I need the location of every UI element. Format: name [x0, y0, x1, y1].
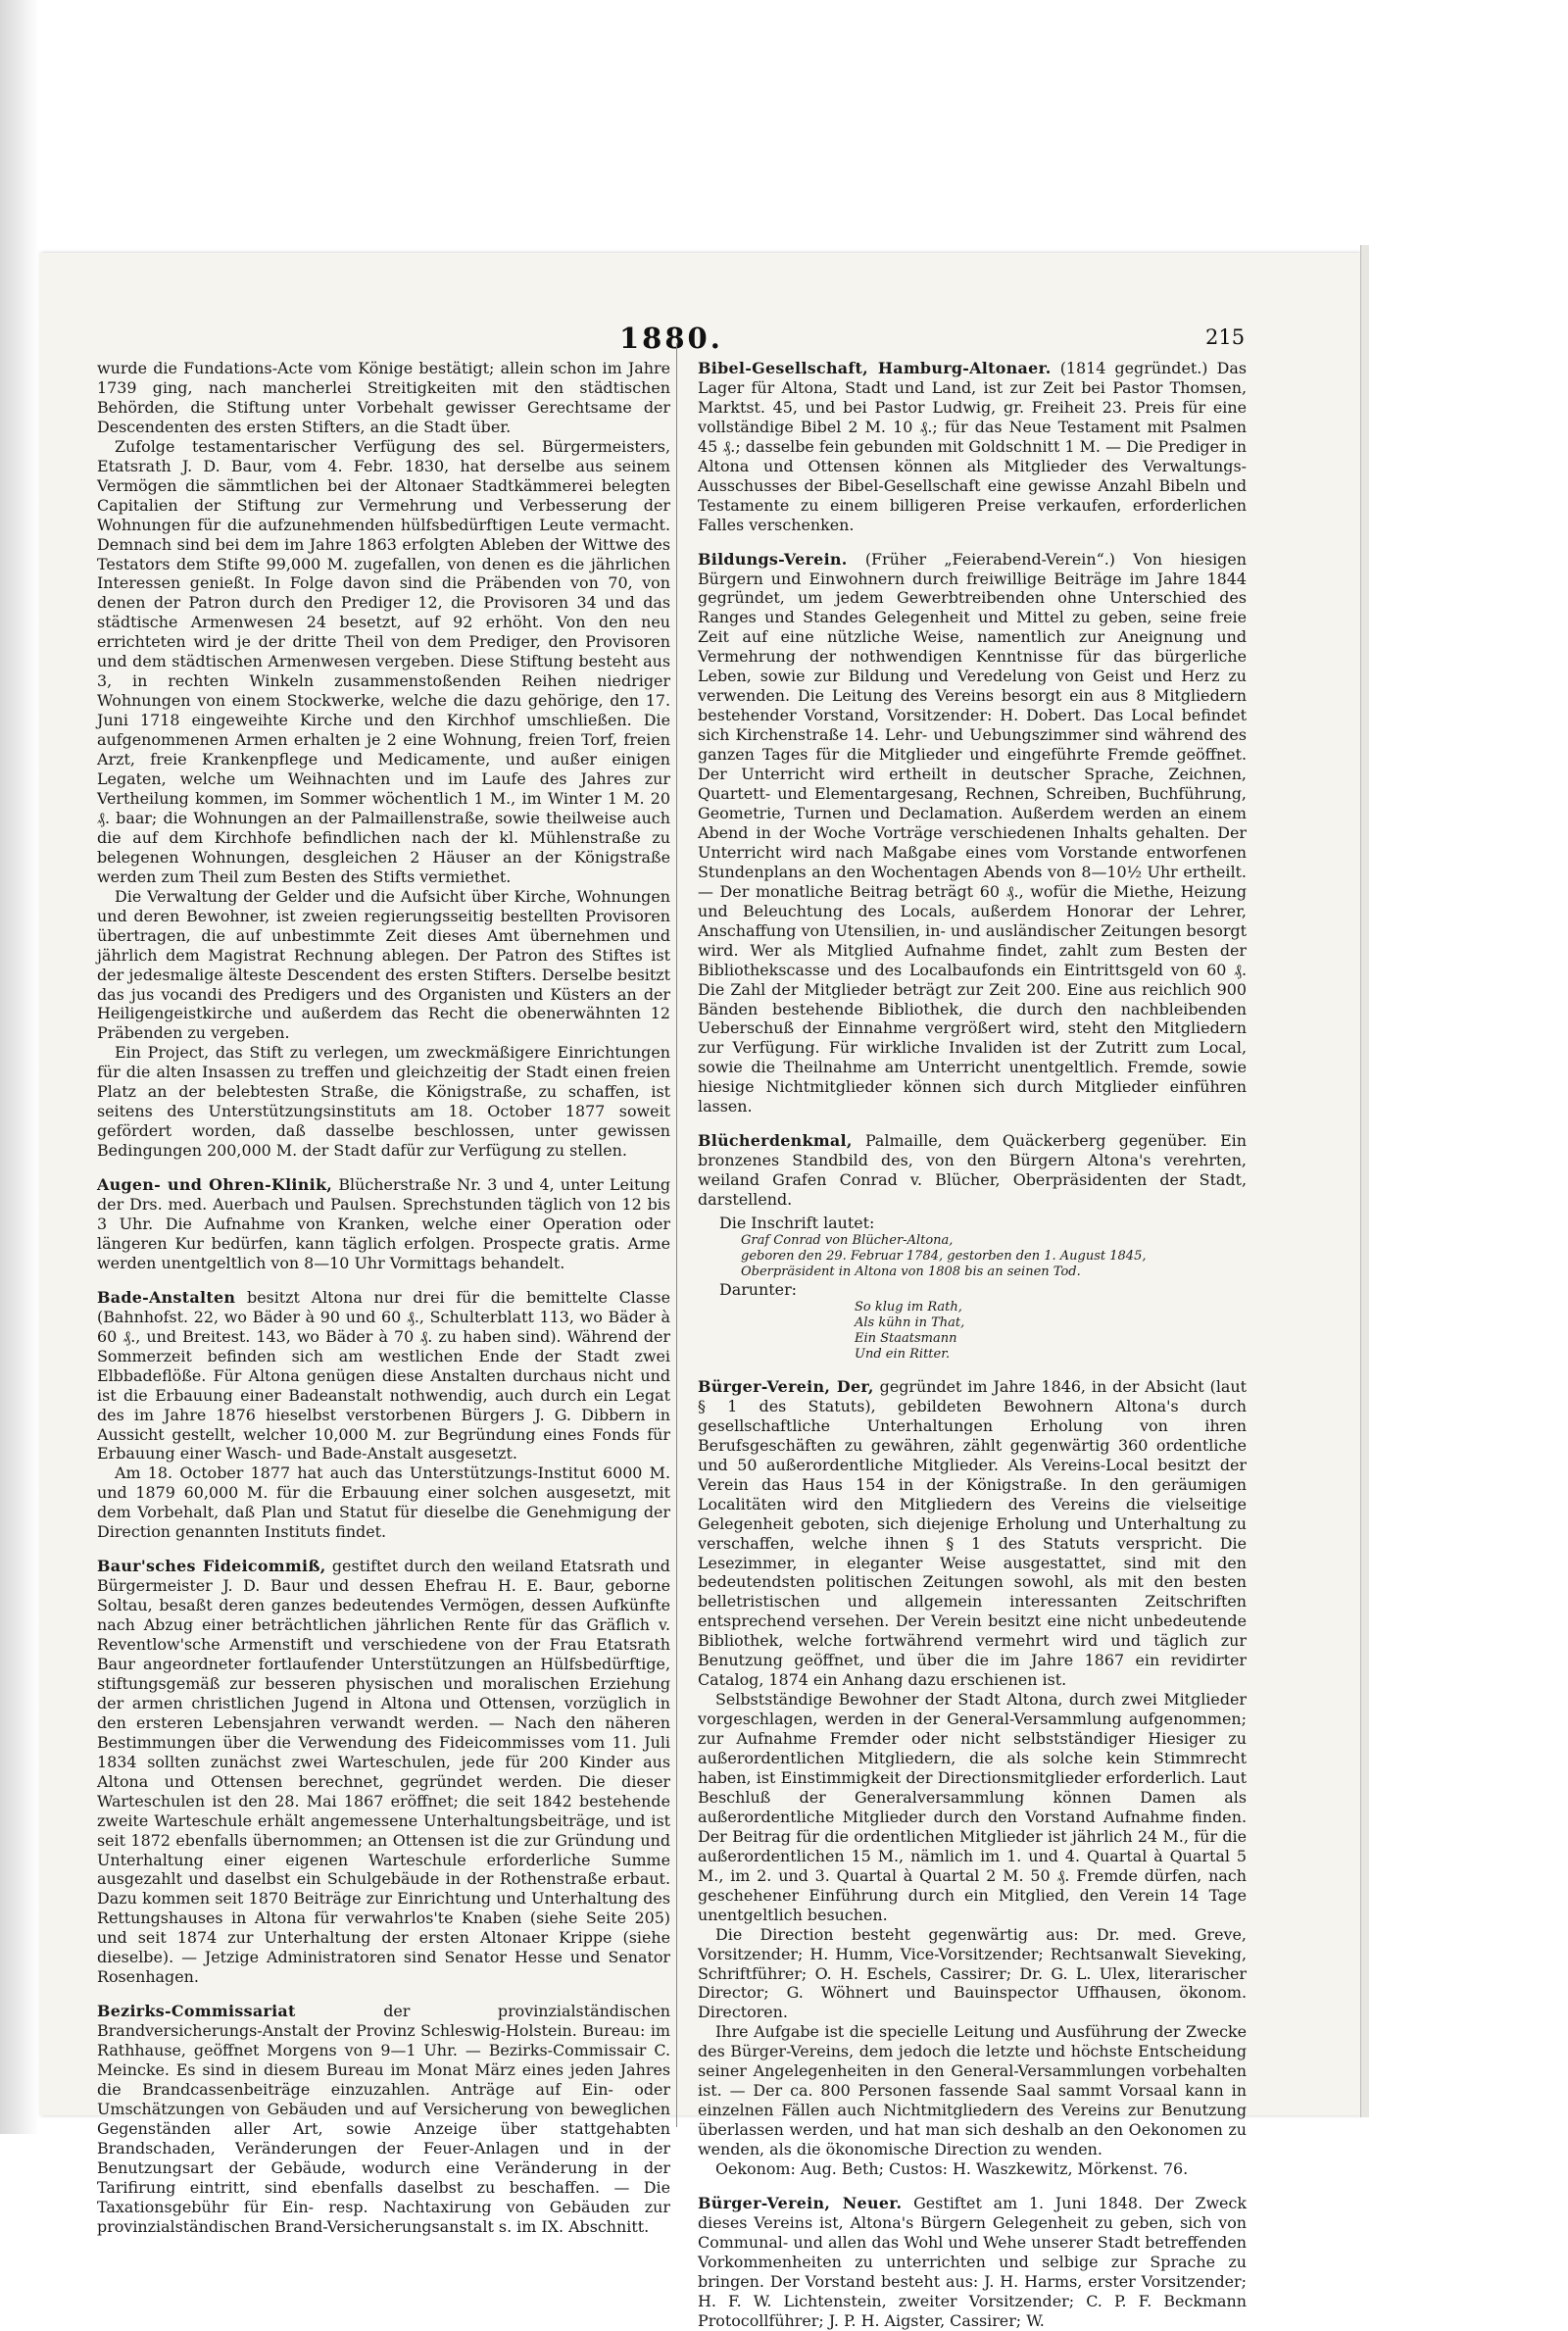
entry-heading: Bezirks-Commissariat [97, 2002, 296, 2021]
inscription-text: Graf Conrad von Blücher-Altona, geboren den 29. Februar 1784, gestorben den 1. August 1845, Oberpräsident in Altona von 1808 bis an seinen Tod. [741, 1232, 1147, 1279]
right-column [698, 359, 1247, 2331]
entry-bezirks-commissariat: Bezirks-Commissariat der provinzialständischen Brandversicherungs-Anstalt der Provinz Schleswig-Holstein. Bureau: im Rathhause, geöffnet Morgens von 9—1 Uhr. — Bezirks-Commissair C. Meincke. Es sind in diesem Bureau im Monat März eines jeden Jahres die Brandcassenbeiträge einzuzahlen. Anträge auf Ein- oder Umschätzungen von Gebäuden und auf Versicherung von beweglichen Gegenständen aller Art, sowie Anzeige über stattgehabten Brandschaden, Veränderungen der Feuer-Anlagen und in der Benutzungsart der Gebäude, wodurch eine Veränderung in der Tarifirung eintritt, sind ebenfalls daselbst zu beschaffen. — Die Taxationsgebühr für Ein- resp. Nachtaxirung von Gebäuden zur provinzialständischen Brand-Versicherungsanstalt s. im IX. Abschnitt. [97, 2002, 670, 2236]
paragraph: wurde die Fundations-Acte vom Könige bestätigt; allein schon im Jahre 1739 ging, nach mancherlei Streitigkeiten mit den städtischen Behörden, die Stiftung unter Vorbehalt gewisser Gerechtsame der Descendenten des ersten Stifters, an die Stadt über. [97, 359, 670, 436]
entry-heading: Bildungs-Verein. [698, 549, 848, 569]
entry-heading: Baur'sches Fideicommiß, [97, 1557, 326, 1576]
paragraph: Die Direction besteht gegenwärtig aus: Dr. med. Greve, Vorsitzender; H. Humm, Vice-Vorsitzender; Rechtsanwalt Sieveking, Schriftführer; O. H. Eschels, Cassirer; Dr. G. L. Ulex, literarischer Director; G. Wöhnert und Bauinspector Uffhausen, ökonom. Directoren. [698, 1924, 1247, 2022]
entry-heading: Bibel-Gesellschaft, Hamburg-Altonaer. [698, 359, 1052, 377]
column-rule [676, 343, 677, 2127]
scan-margin [0, 0, 39, 2134]
entry-heading: Blücherdenkmal, [698, 1131, 853, 1151]
paragraph: Ein Project, das Stift zu verlegen, um zweckmäßigere Einrichtungen für die alten Insassen zu treffen und gleichzeitig der Stadt einen freien Platz an der belebtesten Straße, die Königstraße, zu schaffen, ist seitens des Unterstützungsinstituts am 18. October 1877 soweit gefördert worden, daß dasselbe beschlossen, unter gewissen Bedingungen 200,000 M. der Stadt dafür zur Verfügung zu stellen. [97, 1043, 670, 1161]
entry-heading: Bade-Anstalten [97, 1287, 236, 1307]
inscription-below-label: Darunter: [719, 1279, 798, 1299]
paragraph: Zufolge testamentarischer Verfügung des sel. Bürgermeisters, Etatsrath J. D. Baur, vom 4. Febr. 1830, hat derselbe aus seinem Vermögen die sämmtlichen bei der Altonaer Stadtkämmerei belegten Capitalien der Stiftung zur Vermehrung und Verbesserung der Wohnungen für die aufzunehmenden hülfsbedürftigen Leute vermacht. Demnach sind bei dem im Jahre 1863 erfolgten Ableben der Wittwe des Testators dem Stifte 99,000 M. zugefallen, von denen es die jährlichen Interessen genießt. In Folge davon sind die Präbenden von 70, von denen der Patron durch den Prediger 12, die Provisoren 34 und das städtische Armenwesen 24 besetzt, auf 92 erhöht. Von den neu errichteten wird je der dritte Theil von dem Prediger, den Provisoren und dem städtischen Armenwesen vergeben. Diese Stiftung besteht aus 3, in rechten Winkeln zusammenstoßenden Reihen niedriger Wohnungen von einem Stockwerke, welche die dazu gehörige, den 17. Juni 1718 eingeweihte Kirche und den Kirchhof umschließen. Die aufgenommenen Armen erhalten je 2 eine Wohnung, freien Torf, freien Arzt, freie Krankenpflege und Medicamente, und außer einigen Legaten, welche um Weihnachten und im Laufe des Jahres zur Vertheilung kommen, im Sommer wöchentlich 1 M., im Winter 1 M. 20 ₰. baar; die Wohnungen an der Palmaillenstraße, sowie theilweise auch die auf dem Kirchhofe befindlichen nach der kl. Mühlenstraße zu belegenen Wohnungen, desgleichen 2 Häuser an der Königstraße werden zum Theil zum Besten des Stifts vermiethet. [97, 436, 670, 886]
entry-baur-fideicommiss: Baur'sches Fideicommiß, gestiftet durch den weiland Etatsrath und Bürgermeister J. D. Baur und dessen Ehefrau H. E. Baur, geborne Soltau, besaßt deren ganzes bedeutendes Vermögen, dessen Aufkünfte nach Abzug einer beträchtlichen jährlichen Rente für das Gräflich v. Reventlow'sche Armenstift und verschiedene von der Frau Etatsrath Baur angeordneter fortlaufender Unterstützungen an Hülfsbedürftige, stiftungsgemäß zur besseren physischen und moralischen Erziehung der armen christlichen Jugend in Altona und Ottensen, vorzüglich in den ersteren Lebensjahren verwandt werden. — Nach den näheren Bestimmungen über die Verwendung des Fideicommisses vom 11. Juli 1834 sollten zunächst zwei Warteschulen, jede für 200 Kinder aus Altona und Ottensen berechnet, gegründet werden. Die dieser Warteschulen ist den 28. Mai 1867 eröffnet; die seit 1842 bestehende zweite Warteschule erhält angemessene Unterhaltungsbeiträge, und ist seit 1872 ebenfalls übernommen; an Ottensen ist die zur Gründung und Unterhaltung einer eigenen Warteschule erforderliche Summe ausgezahlt und daselbst ein Schulgebäude in der Rothenstraße erbaut. Dazu kommen seit 1870 Beiträge zur Einrichtung und Unterhaltung des Rettungshauses in Altona für verwahrlos'te Knaben (siehe Seite 205) und seit 1874 zur Unterhaltung der ersten Altonaer Krippe (siehe dieselbe). — Jetzige Administratoren sind Senator Hesse und Senator Rosenhagen. [97, 1557, 670, 1987]
entry-augen-klinik: Augen- und Ohren-Klinik, Blücherstraße Nr. 3 und 4, unter Leitung der Drs. med. Auerbach und Paulsen. Sprechstunden täglich von 12 bis 3 Uhr. Die Aufnahme von Kranken, welche einer Operation oder längeren Kur bedürfen, kann täglich erfolgen. Prospecte gratis. Arme werden unentgeltlich von 8—10 Uhr Vormittags behandelt. [97, 1175, 670, 1272]
running-head-year: 1880. [619, 322, 723, 355]
inscription-label: Die Inschrift lautet: [719, 1214, 875, 1233]
left-column [97, 359, 670, 2237]
paragraph: Die Verwaltung der Gelder und die Aufsicht über Kirche, Wohnungen und deren Bewohner, ist zweien regierungsseitig bestellten Provisoren übertragen, die auf unbestimmte Zeit dieses Amt übernehmen und jährlich dem Magistrat Rechnung ablegen. Der Patron des Stiftes ist der jedesmalige älteste Descendent des ersten Stifters. Derselbe besitzt das jus vocandi des Predigers und des Organisten und Küsters an der Heiligengeistkirche und außerdem das Recht die obenerwähnten 12 Präbenden zu vergeben. [97, 886, 670, 1043]
paragraph: Oekonom: Aug. Beth; Custos: H. Waszkewitz, Mörkenst. 76. [715, 2159, 1189, 2179]
entry-heading: Bürger-Verein, Neuer. [698, 2194, 903, 2213]
entry-bade-anstalten: Bade-Anstalten besitzt Altona nur drei für die bemittelte Classe (Bahnhofst. 22, wo Bäder à 90 und 60 ₰., Schulterblatt 113, wo Bäder à 60 ₰., und Breitest. 143, wo Bäder à 70 ₰. zu haben sind). Während der Sommerzeit befinden sich am westlichen Ende der Stadt zwei Elbbadeflöße. Für Altona genügen diese Anstalten durchaus nicht und ist die Erbauung einer Badeanstalt nothwendig, auch durch ein Legat des im Jahre 1876 hieselbst verstorbenen Bürgers J. G. Dibbern in Aussicht gestellt, welcher 10,000 M. zur Begründung eines Fonds für Erbauung einer Wasch- und Bade-Anstalt ausgesetzt. [97, 1287, 670, 1463]
page-edge [1360, 245, 1369, 2117]
entry-neuer-buerger-verein: Bürger-Verein, Neuer. Gestiftet am 1. Juni 1848. Der Zweck dieses Vereins ist, Altona's Bürgern Gelegenheit zu geben, sich von Communal- und allen das Wohl und Wehe unserer Stadt betreffenden Vorkommenheiten zu unterrichten und selbige zur Sprache zu bringen. Der Vorstand besteht aus: J. H. Harms, erster Vorsitzender; H. F. W. Lichtenstein, zweiter Vorsitzender; C. P. F. Beckmann Protocollführer; J. P. H. Aigster, Cassirer; W. [698, 2194, 1247, 2330]
paragraph: Ihre Aufgabe ist die specielle Leitung und Ausführung der Zwecke des Bürger-Vereins, dem jedoch die letzte und höchste Entscheidung seiner Angelegenheiten in den General-Versammlungen vorbehalten ist. — Der ca. 800 Personen fassende Saal sammt Vorsaal kann in einzelnen Fällen auch Nichtmitgliedern des Vereins zur Benutzung überlassen werden, und hat man sich deshalb an den Oekonomen zu wenden, als die ökonomische Direction zu wenden. [698, 2022, 1247, 2159]
entry-bluecherdenkmal: Blücherdenkmal, Palmaille, dem Quäckerberg gegenüber. Ein bronzenes Standbild des, von den Bürgern Altona's verehrten, weiland Grafen Conrad v. Blücher, Oberpräsidenten der Stadt, darstellend. [698, 1131, 1247, 1210]
entry-heading: Augen- und Ohren-Klinik, [97, 1175, 333, 1195]
entry-buerger-verein: Bürger-Verein, Der, gegründet im Jahre 1846, in der Absicht (laut § 1 des Statuts), gebildeten Bewohnern Altona's durch gesellschaftliche Unterhaltungen Erholung von ihren Berufsgeschäften zu gewähren, zählt gegenwärtig 360 ordentliche und 50 außerordentliche Mitglieder. Als Vereins-Local besitzt der Verein das Haus 154 in der Königstraße. In den geräumigen Localitäten wird den Mitgliedern des Vereins die vielseitige Gelegenheit geboten, sich diejenige Erholung und Unterhaltung zu verschaffen, welche ihnen § 1 des Statuts verspricht. Die Lesezimmer, in eleganter Weise ausgestattet, sind mit den bedeutendsten politischen Zeitungen sowohl, als mit den besten belletristischen und allgemein interessanten Zeitschriften entsprechend versehen. Der Verein besitzt eine nicht unbedeutende Bibliothek, welche fortwährend vermehrt wird und täglich zur Benutzung geöffnet, und über die im Jahre 1867 ein revidirter Catalog, 1874 ein Anhang dazu erschienen ist. [698, 1376, 1247, 1690]
inscription-verse: So klug im Rath, Als kühn in That, Ein Staatsmann Und ein Ritter. [855, 1299, 965, 1362]
paragraph: Selbstständige Bewohner der Stadt Altona, durch zwei Mitglieder vorgeschlagen, werden in der General-Versammlung aufgenommen; zur Aufnahme Fremder oder nicht selbstständiger Hiesiger zu außerordentlichen Mitgliedern, die als solche kein Stimmrecht haben, ist Einstimmigkeit der Directionsmitglieder erforderlich. Laut Beschluß der Generalversammlung können Damen als außerordentliche Mitglieder durch den Vorstand Aufnahme finden. Der Beitrag für die ordentlichen Mitglieder ist jährlich 24 M., für die außerordentlichen 15 M., nämlich im 1. und 4. Quartal à Quartal 5 M., im 2. und 3. Quartal à Quartal 2 M. 50 ₰. Fremde dürfen, nach geschehener Einführung durch ein Mitglied, den Verein 14 Tage unentgeltlich besuchen. [698, 1690, 1247, 1924]
inscription-block [698, 1214, 1247, 1363]
entry-bibel-gesellschaft: Bibel-Gesellschaft, Hamburg-Altonaer. (1814 gegründet.) Das Lager für Altona, Stadt und Land, ist zur Zeit bei Pastor Thomsen, Marktst. 45, und bei Pastor Ludwig, gr. Freiheit 23. Preis für eine vollständige Bibel 2 M. 10 ₰.; für das Neue Testament mit Psalmen 45 ₰.; dasselbe fein gebunden mit Goldschnitt 1 M. — Die Prediger in Altona und Ottensen können als Mitglieder des Verwaltungs-Ausschusses der Bibel-Gesellschaft eine gewisse Anzahl Bibeln und Testamente zu einem billigeren Preise verkaufen, erforderlichen Falles verschenken. [698, 359, 1247, 534]
page-number: 215 [1205, 325, 1246, 349]
entry-bildungs-verein: Bildungs-Verein. (Früher „Feierabend-Verein“.) Von hiesigen Bürgern und Einwohnern durch freiwillige Beiträge im Jahre 1844 gegründet, um jedem Gewerbtreibenden ohne Unterschied des Ranges und Standes Gelegenheit und Mittel zu geben, seine freie Zeit auf eine nützliche Weise, namentlich zur Aneignung und Vermehrung der nothwendigen Kenntnisse für das bürgerliche Leben, sowie zur Bildung und Veredelung von Geist und Herz zu verwenden. Die Leitung des Vereins besorgt ein aus 8 Mitgliedern bestehender Vorstand, Vorsitzender: H. Dobert. Das Local befindet sich Kirchenstraße 14. Lehr- und Uebungszimmer sind während des ganzen Tages für die Mitglieder und eingeführte Fremde geöffnet. Der Unterricht wird ertheilt in deutscher Sprache, Zeichnen, Quartett- und Elementargesang, Rechnen, Schreiben, Buchführung, Geometrie, Turnen und Declamation. Außerdem werden an einem Abend in der Woche Vorträge verschiedenen Inhalts gehalten. Der Unterricht wird nach Maßgabe eines vom Vorstande entworfenen Stundenplans an den Wochentagen Abends von 8—10½ Uhr ertheilt. — Der monatliche Beitrag beträgt 60 ₰., wofür die Miethe, Heizung und Beleuchtung des Locals, außerdem Honorar der Lehrer, Anschaffung von Utensilien, in- und ausländischer Zeitungen besorgt wird. Wer als Mitglied Aufnahme findet, zahlt zum Besten der Bibliothekscasse und des Localbaufonds ein Eintrittsgeld von 60 ₰. Die Zahl der Mitglieder beträgt zur Zeit 200. Eine aus reichlich 900 Bänden bestehende Bibliothek, die durch den nachbleibenden Ueberschuß der Einnahme vergrößert wird, steht den Mitgliedern zur Verfügung. Für wirkliche Invaliden ist der Zutritt zum Local, sowie die Theilnahme am Unterricht unentgeltlich. Fremde, sowie hiesige Nichtmitglieder können sich durch Mitglieder einführen lassen. [698, 549, 1247, 1116]
entry-heading: Bürger-Verein, Der, [698, 1376, 874, 1396]
paragraph: Am 18. October 1877 hat auch das Unterstützungs-Institut 6000 M. und 1879 60,000 M. für die Erbauung einer solchen ausgesetzt, mit dem Vorbehalt, daß Plan und Statut für dieselbe die Genehmigung der Direction genannten Instituts findet. [97, 1463, 670, 1542]
